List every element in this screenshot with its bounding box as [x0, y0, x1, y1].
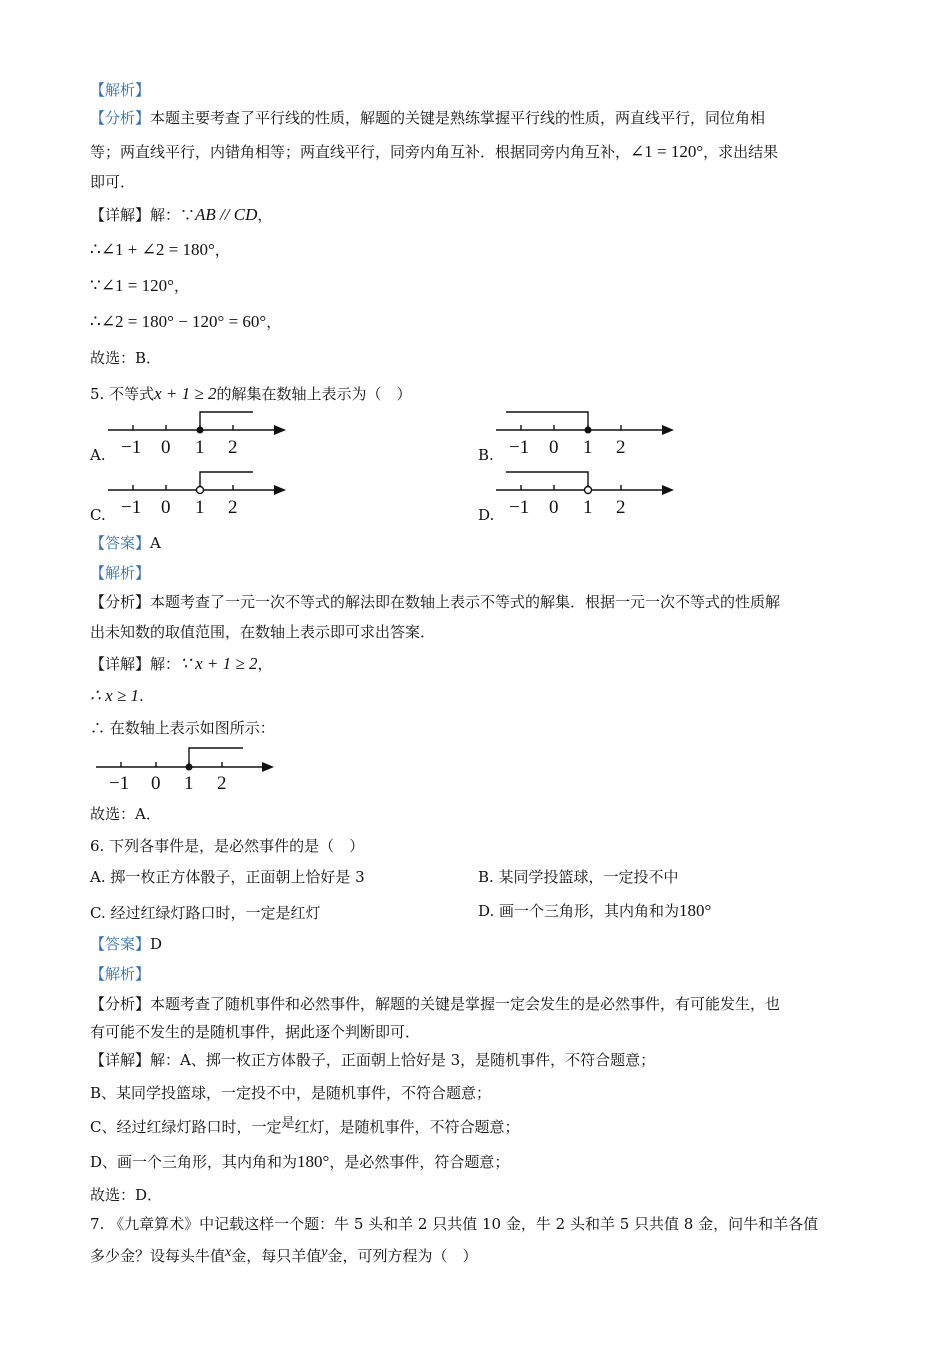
axis-arrow-icon — [662, 485, 674, 495]
q6-xiangjie-text4a: D、画一个三角形，其内角和为 — [90, 1153, 298, 1171]
q5-step1-end: . — [138, 687, 144, 705]
q4-step1-end: ， — [214, 241, 230, 259]
solid-point — [197, 427, 204, 434]
q4-fenxi-line1 — [90, 108, 765, 128]
q5-xiangjie-text: 解： — [150, 655, 181, 673]
q4-step3-end: ， — [266, 313, 282, 331]
q6-xiangjie-text1: 解：A、掷一枚正方体骰子，正面朝上恰好是 3，是随机事件，不符合题意； — [150, 1051, 656, 1069]
tick-label: −1 — [121, 437, 142, 458]
q6-xiangjie-text4b: ，是必然事件，符合题意； — [329, 1153, 510, 1171]
jiexi-tag: 【解析】 — [90, 564, 151, 582]
q4-fenxi-text1: 本题主要考查了平行线的性质，解题的关键是熟练掌握平行线的性质，两直线平行，同位角相 — [150, 109, 766, 127]
q5-option-d-label: D. — [478, 506, 495, 524]
q5-option-b-label: B. — [478, 446, 494, 464]
q6-xiangjie-math4: 180° — [297, 1152, 330, 1171]
solution-bracket — [200, 412, 253, 430]
q5-option-d-numberline — [496, 468, 676, 520]
open-point — [585, 487, 592, 494]
q7-text-a: 多少金？设每头牛值 — [90, 1247, 226, 1265]
q4-xiangjie-line — [90, 205, 272, 225]
axis-arrow-icon — [274, 485, 286, 495]
q5-option-c-numberline — [108, 468, 288, 520]
tick-label: 0 — [549, 437, 559, 458]
q4-step1-math: ∴∠1 + ∠2 = 180° — [90, 240, 215, 259]
q6-answer — [90, 934, 162, 954]
tick-label: −1 — [121, 497, 142, 518]
tick-label: 1 — [195, 497, 205, 518]
q7-stem-line2 — [90, 1246, 477, 1268]
q7-text-c: 金，可列方程为（ ） — [327, 1247, 478, 1265]
q7-var-x: x — [225, 1245, 232, 1260]
fenxi-tag: 【分析】 — [90, 109, 151, 127]
tick-label: −1 — [109, 773, 130, 794]
q5-solution-numberline — [96, 743, 276, 795]
solution-bracket — [506, 472, 588, 486]
q5-answer-value: A — [150, 534, 161, 552]
q5-stem-text2: 的解集在数轴上表示为（ ） — [216, 385, 412, 403]
q6-option-b: B. 某同学投篮球，一定投不中 — [478, 868, 679, 886]
q4-step2 — [90, 276, 189, 296]
tick-label: 2 — [616, 437, 626, 458]
q4-fenxi-text2: 等；两直线平行，内错角相等；两直线平行，同旁内角互补．根据同旁内角互补， — [90, 143, 631, 161]
q5-step1-math: ∴ x ≥ 1 — [90, 686, 139, 705]
q4-choice: 故选：B． — [90, 349, 162, 367]
xiangjie-tag: 【详解】 — [90, 206, 151, 224]
tick-label: 1 — [583, 437, 593, 458]
q4-fenxi-line2 — [90, 142, 778, 162]
q5-step1 — [90, 686, 144, 706]
q6-fenxi-text1: 本题考查了随机事件和必然事件，解题的关键是掌握一定会发生的是必然事件，有可能发生，也 — [150, 995, 781, 1013]
q5-option-a-numberline — [108, 408, 288, 460]
q6-fenxi-line1 — [90, 994, 780, 1014]
q5-xiangjie-line — [90, 654, 272, 674]
jiexi-tag: 【解析】 — [90, 965, 151, 983]
axis-arrow-icon — [662, 425, 674, 435]
open-point — [197, 487, 204, 494]
q5-stem-text: 5. 不等式 — [90, 385, 155, 403]
xiangjie-tag: 【详解】 — [90, 1051, 151, 1069]
solution-bracket — [189, 748, 243, 767]
q4-step3-math: ∴∠2 = 180° − 120° = 60° — [90, 312, 267, 331]
q4-step2-end: ， — [173, 277, 189, 295]
q6-xiangjie-text3a: C、经过红绿灯路口时，一定 — [90, 1118, 282, 1136]
tick-label: −1 — [509, 497, 530, 518]
tick-label: 2 — [228, 437, 238, 458]
q5-inequality: x + 1 ≥ 2 — [154, 384, 217, 403]
q5-option-b-numberline — [496, 408, 676, 460]
q6-xiangjie-line4 — [90, 1152, 509, 1172]
q5-answer — [90, 533, 161, 553]
fenxi-tag: 【分析】 — [90, 593, 151, 611]
q4-step2-math: ∵∠1 = 120° — [90, 276, 174, 295]
xiangjie-tag: 【详解】 — [90, 655, 151, 673]
solution-bracket — [200, 472, 253, 486]
q6-fenxi-line2: 有可能不发生的是随机事件，据此逐个判断即可． — [90, 1023, 421, 1041]
q6-xiangjie-line1 — [90, 1050, 655, 1070]
q5-option-a-label: A. — [90, 446, 106, 464]
tick-label: 0 — [161, 437, 171, 458]
q6-answer-value: D — [150, 935, 163, 953]
q4-fenxi-text2b: ，求出结果 — [703, 143, 779, 161]
q5-fenxi-line1 — [90, 592, 780, 612]
q5-stem — [90, 384, 411, 404]
fenxi-tag: 【分析】 — [90, 995, 151, 1013]
tick-label: 2 — [228, 497, 238, 518]
q4-step1 — [90, 240, 230, 260]
q5-choice: 故选：A． — [90, 805, 161, 823]
parallel-expression: AB // CD — [195, 205, 258, 224]
tick-label: −1 — [509, 437, 530, 458]
tick-label: 1 — [583, 497, 593, 518]
q4-xiangjie-comma: ， — [257, 206, 273, 224]
tick-label: 0 — [549, 497, 559, 518]
axis-arrow-icon — [262, 762, 274, 772]
q5-xiangjie-inequality: ∵ x + 1 ≥ 2 — [180, 654, 258, 673]
tick-label: 1 — [195, 437, 205, 458]
q4-step3 — [90, 312, 281, 332]
q6-xiangjie-text3b: 红灯，是随机事件，不符合题意； — [294, 1118, 520, 1136]
axis-arrow-icon — [274, 425, 286, 435]
q6-option-d-text: D. 画一个三角形，其内角和为 — [478, 902, 680, 920]
solution-bracket — [506, 412, 588, 430]
q6-choice: 故选：D． — [90, 1186, 163, 1204]
q6-xiangjie-line3 — [90, 1117, 520, 1139]
answer-tag: 【答案】 — [90, 534, 151, 552]
tick-label: 2 — [217, 773, 227, 794]
q5-xiangjie-comma: ， — [257, 655, 273, 673]
q4-fenxi-line3: 即可． — [90, 173, 136, 191]
q6-option-d — [478, 901, 711, 921]
tick-label: 2 — [616, 497, 626, 518]
tick-label: 1 — [184, 773, 194, 794]
q7-var-y: y — [321, 1245, 328, 1260]
q7-stem-line1: 7. 《九章算术》中记载这样一个题：牛 5 头和羊 2 只共值 10 金，牛 2 头和羊 5 只共值 8 金，问牛和羊各值 — [90, 1215, 819, 1233]
q6-xiangjie-line2: B、某同学投篮球，一定投不中，是随机事件，不符合题意； — [90, 1084, 492, 1102]
q6-option-d-math: 180° — [679, 901, 712, 920]
q7-text-b: 金，每只羊值 — [231, 1247, 322, 1265]
q4-xiangjie-text: 解：∵ — [150, 206, 196, 224]
answer-tag: 【答案】 — [90, 935, 151, 953]
tick-label: 0 — [151, 773, 161, 794]
q5-step2: ∴ 在数轴上表示如图所示： — [90, 719, 275, 737]
q6-stem: 6. 下列各事件是，是必然事件的是（ ） — [90, 837, 365, 855]
solid-point — [585, 427, 592, 434]
q5-option-c-label: C. — [90, 506, 106, 524]
solid-point — [186, 764, 193, 771]
q6-option-a: A. 掷一枚正方体骰子，正面朝上恰好是 3 — [90, 868, 365, 886]
q6-xiangjie-text3m: 是 — [281, 1116, 295, 1131]
tick-label: 0 — [161, 497, 171, 518]
angle1-expression: ∠1 = 120° — [630, 142, 704, 161]
q5-fenxi-text1: 本题考查了一元一次不等式的解法即在数轴上表示不等式的解集．根据一元一次不等式的性质解 — [150, 593, 781, 611]
q6-option-c: C. 经过红绿灯路口时，一定是红灯 — [90, 904, 321, 922]
jiexi-tag: 【解析】 — [90, 81, 151, 99]
q5-fenxi-line2: 出未知数的取值范围，在数轴上表示即可求出答案． — [90, 623, 436, 641]
